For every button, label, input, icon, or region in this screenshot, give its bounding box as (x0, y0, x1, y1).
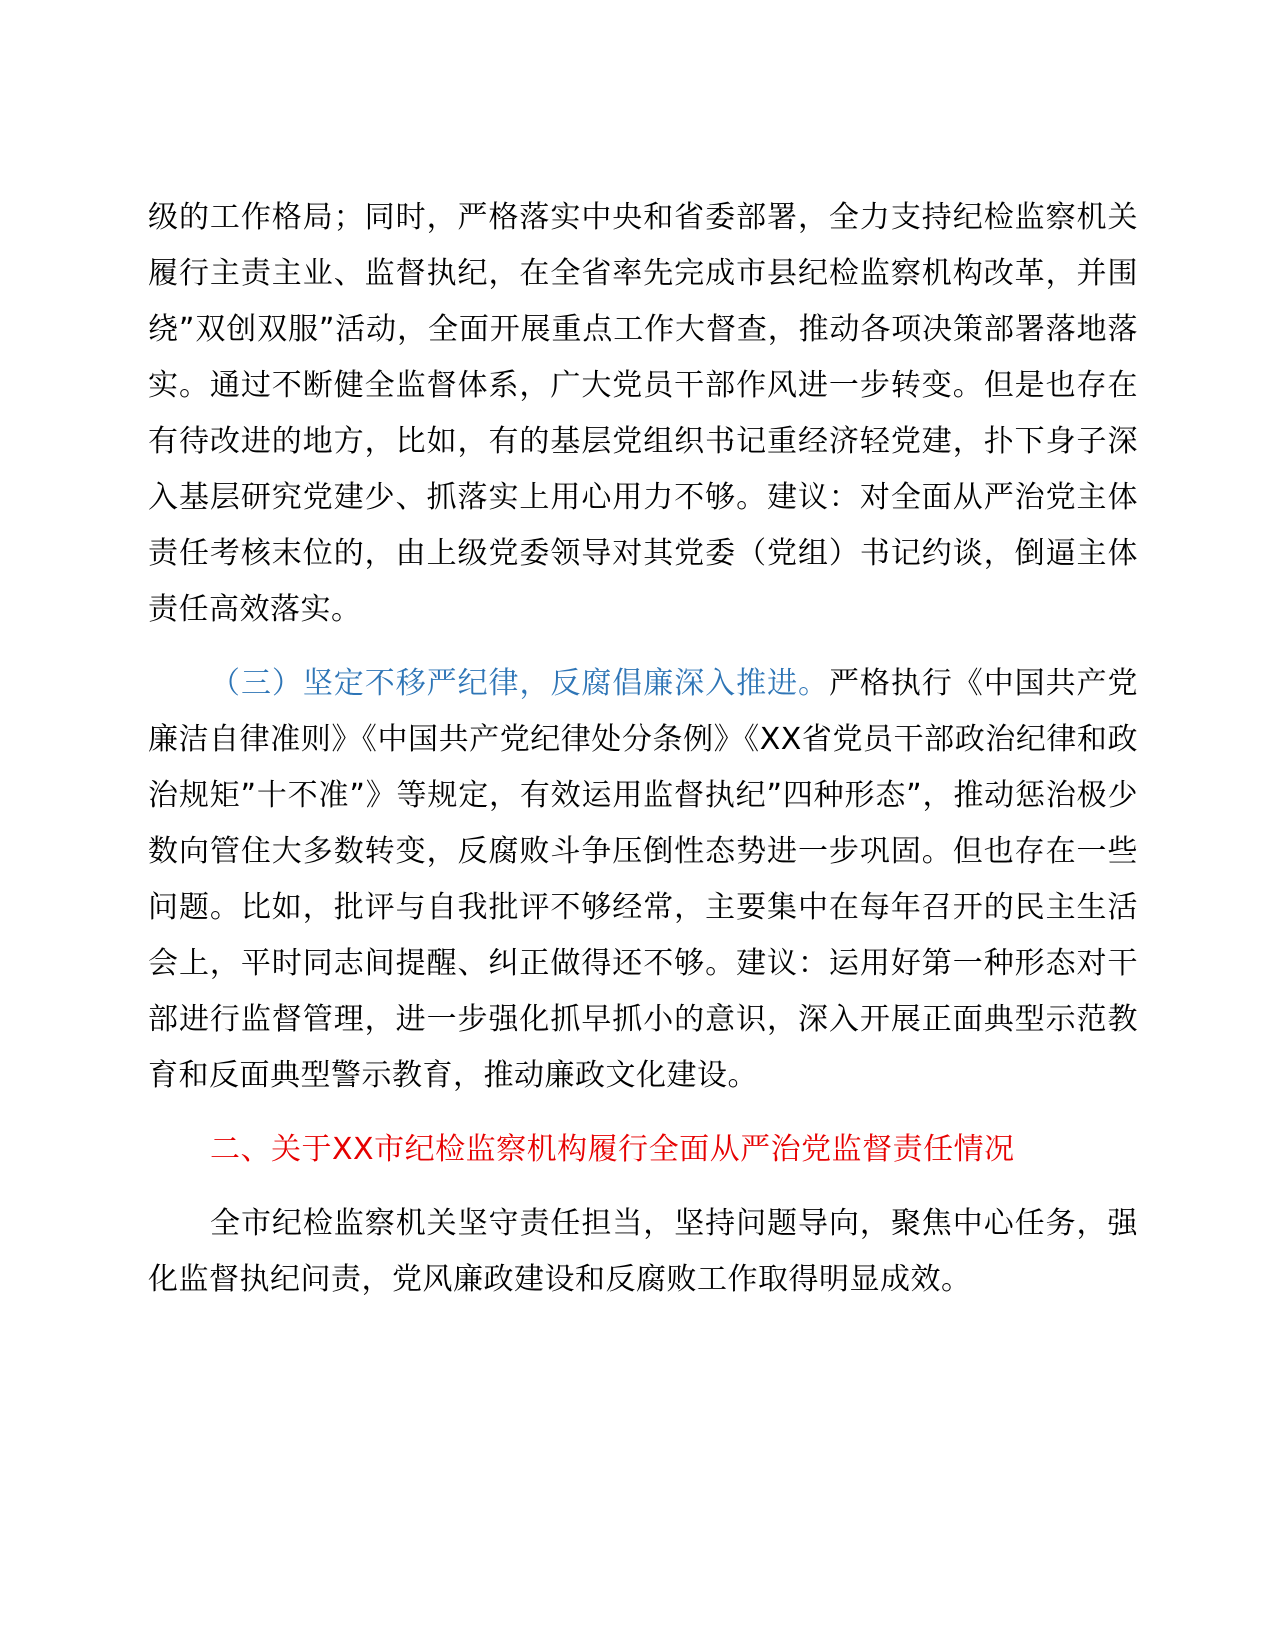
document-body (148, 190, 1138, 1308)
paragraph-work-pattern: 级的工作格局；同时，严格落实中央和省委部署，全力支持纪检监察机关履行主责主业、监督执纪，在全省率先完成市县纪检监察机构改革，并围绕”双创双服”活动，全面开展重点工作大督查，推动各项决策部署落地落实。通过不断健全监督体系，广大党员干部作风进一步转变。但是也存在有待改进的地方，比如，有的基层党组织书记重经济轻党建，扑下身子深入基层研究党建少、抓落实上用心用力不够。建议：对全面从严治党主体责任考核末位的，由上级党委领导对其党委（党组）书记约谈，倒逼主体责任高效落实。 (148, 200, 1138, 627)
subheading-discipline: （三）坚定不移严纪律，反腐倡廉深入推进。 (210, 666, 829, 701)
section-heading-supervision: 二、关于XX市纪检监察机构履行全面从严治党监督责任情况 (210, 1132, 1015, 1167)
paragraph-discipline-body: 严格执行《中国共产党廉洁自律准则》《中国共产党纪律处分条例》《XX省党员干部政治纪律和政治规矩”十不准”》等规定，有效运用监督执纪”四种形态”，推动惩治极少数向管住大多数转变，反腐败斗争压倒性态势进一步巩固。但也存在一些问题。比如，批评与自我批评不够经常，主要集中在每年召开的民主生活会上，平时同志间提醒、纠正做得还不够。建议：运用好第一种形态对干部进行监督管理，进一步强化抓早抓小的意识，深入开展正面典型示范教育和反面典型警示教育，推动廉政文化建设。 (148, 666, 1139, 1093)
paragraph-supervision-intro: 全市纪检监察机关坚守责任担当，坚持问题导向，聚焦中心任务，强化监督执纪问责，党风廉政建设和反腐败工作取得明显成效。 (148, 1206, 1138, 1297)
paragraph-discipline (148, 656, 1138, 1104)
